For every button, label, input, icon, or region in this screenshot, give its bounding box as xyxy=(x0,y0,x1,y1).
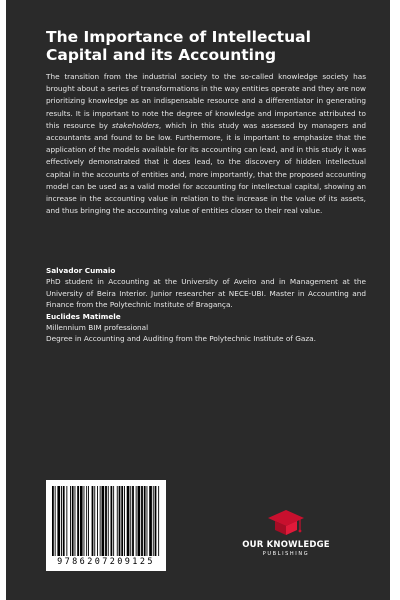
book-abstract xyxy=(46,71,366,217)
abstract-text-1: The transition from the industrial society to the so-called knowledge society has brought about a series of transformations in the way entities operate and they are now prioritizing knowledge as an indispensable resource and a differentiator in generating results. It is important to note the degree of knowledge and importance attributed to this resource by xyxy=(46,72,366,130)
barcode-bars xyxy=(50,486,162,556)
author-bio-2b: Degree in Accounting and Auditing from the Polytechnic Institute of Gaza. xyxy=(46,334,316,344)
isbn-number: 9786207209125 xyxy=(57,557,155,567)
author-name-2: Euclides Matimele xyxy=(46,311,121,321)
publisher-logo xyxy=(231,508,341,557)
publisher-name: OUR KNOWLEDGE xyxy=(242,540,330,550)
publisher-subtitle: PUBLISHING xyxy=(262,551,310,557)
author-section xyxy=(46,265,366,345)
abstract-emphasis: stakeholders xyxy=(112,120,159,130)
graduation-cap-icon xyxy=(266,508,306,538)
back-cover xyxy=(6,0,390,600)
abstract-text-2: , which in this study was assessed by managers and accountants and found to be low. Furthermore, it is important to emphasize that the application of the models available for its accounting can lead, and in this study it was effectively demonstrated that it does lead, to the discovery of hidden intellectual capital in the accounts of entities and, more importantly, that the proposed accounting model can be used as a valid model for accounting for intellectual capital, showing an increase in the accounting value in relation to the increase in the value of its assets, and thus bringing the accounting value of entities closer to their real value. xyxy=(46,120,366,216)
book-title: The Importance of Intellectual Capital and its Accounting xyxy=(46,28,311,64)
author-bio-2a: Millennium BIM professional xyxy=(46,323,149,333)
barcode xyxy=(46,480,166,571)
author-bio-1: PhD student in Accounting at the University of Aveiro and in Management at the University of Beira Interior. Junior researcher at NECE-UBI. Master in Accounting and Finance from the Polytechnic Institute of Bragança. xyxy=(46,277,366,310)
author-name-1: Salvador Cumaio xyxy=(46,266,116,275)
